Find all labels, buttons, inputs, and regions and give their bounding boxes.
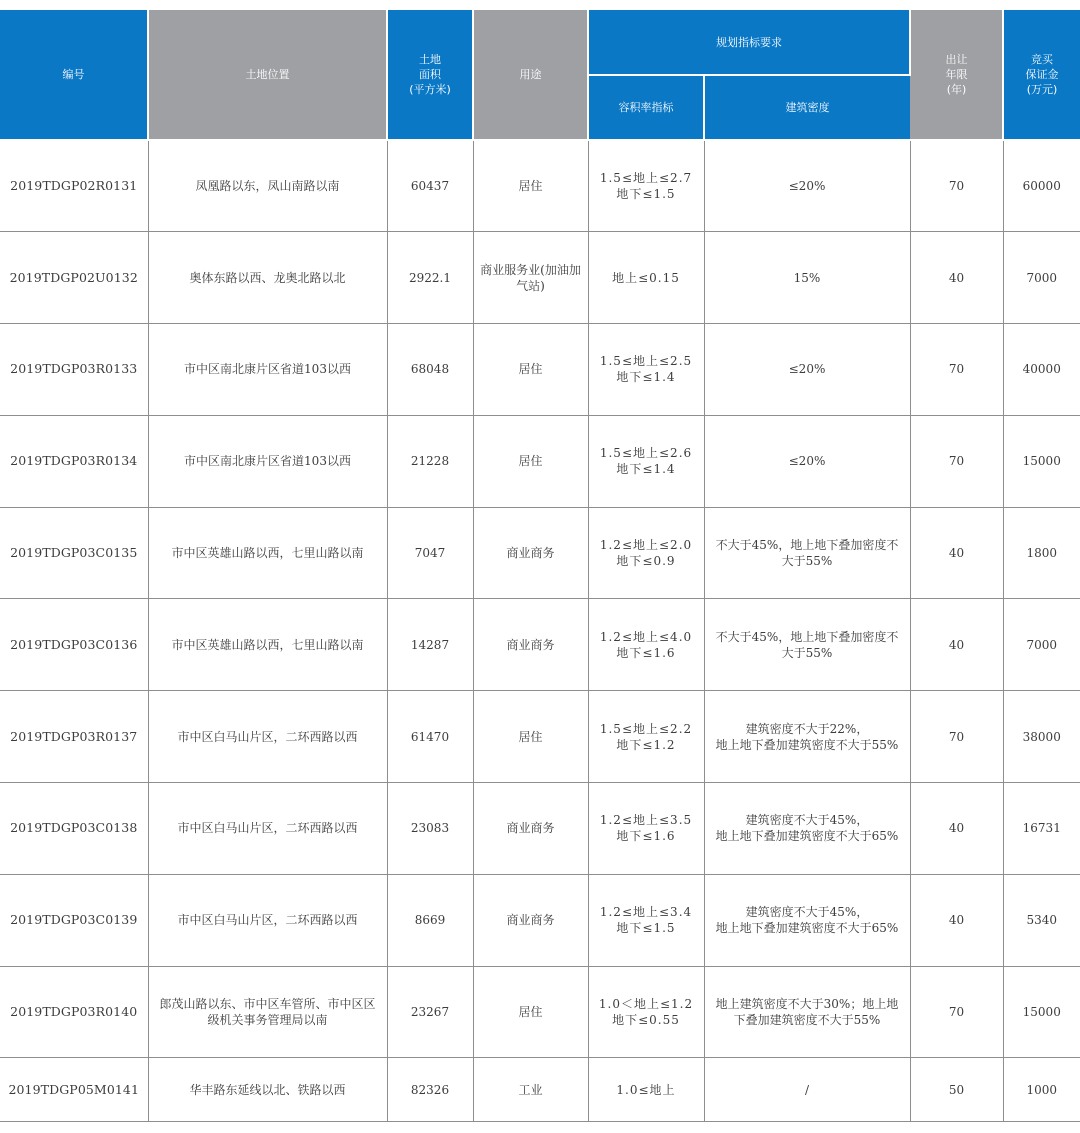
cell-far: [588, 507, 704, 599]
header-usage: 用途: [473, 10, 588, 140]
cell-code: 2019TDGP03C0136: [0, 599, 148, 691]
cell-far-line: 1.2≤地上≤3.5: [599, 813, 693, 828]
cell-far: [588, 691, 704, 783]
table-row: [0, 966, 1080, 1058]
cell-area: 82326: [387, 1058, 473, 1122]
cell-density: /: [704, 1058, 910, 1122]
table-row: [0, 507, 1080, 599]
header-area-line: 面积: [419, 68, 441, 81]
cell-density: ≤20%: [704, 140, 910, 232]
cell-location: 市中区白马山片区，二环西路以西: [148, 691, 387, 783]
cell-term: 70: [910, 415, 1003, 507]
table-row: [0, 874, 1080, 966]
table-row: [0, 1058, 1080, 1122]
cell-location: 市中区南北康片区省道103以西: [148, 324, 387, 416]
cell-deposit: 1000: [1003, 1058, 1080, 1122]
cell-far-line: 地下≤1.4: [616, 462, 676, 477]
header-term-line: 年限: [945, 68, 968, 81]
header-deposit-line: (万元): [1026, 83, 1058, 96]
cell-far-line: 地下≤1.5: [616, 921, 676, 936]
cell-far-line: 地下≤1.6: [616, 645, 676, 660]
header-planning: 规划指标要求: [588, 10, 910, 75]
table-row: [0, 324, 1080, 416]
cell-far-line: 地下≤0.9: [616, 554, 676, 569]
cell-far-line: 地下≤0.55: [612, 1013, 680, 1028]
table-row: [0, 691, 1080, 783]
cell-code: 2019TDGP03R0133: [0, 324, 148, 416]
cell-area: 23083: [387, 783, 473, 875]
header-far: 容积率指标: [588, 75, 704, 140]
cell-term: 40: [910, 783, 1003, 875]
cell-far: [588, 874, 704, 966]
cell-usage: 居住: [473, 324, 588, 416]
cell-location: 市中区白马山片区，二环西路以西: [148, 874, 387, 966]
cell-density: 地上建筑密度不大于30%；地上地下叠加建筑密度不大于55%: [704, 966, 910, 1058]
cell-usage: 商业商务: [473, 874, 588, 966]
table-header: [0, 10, 1080, 140]
cell-deposit: 60000: [1003, 140, 1080, 232]
cell-far-line: 1.0≤地上: [616, 1082, 676, 1097]
cell-density: 不大于45%，地上地下叠加密度不大于55%: [704, 507, 910, 599]
cell-location: 凤凰路以东，凤山南路以南: [148, 140, 387, 232]
cell-term: 40: [910, 874, 1003, 966]
cell-usage: 居住: [473, 966, 588, 1058]
cell-location: 市中区白马山片区，二环西路以西: [148, 783, 387, 875]
cell-far: [588, 1058, 704, 1122]
cell-density-line: 建筑密度不大于45%，: [745, 813, 869, 828]
cell-density: ≤20%: [704, 415, 910, 507]
header-location: 土地位置: [148, 10, 387, 140]
cell-far-line: 地下≤1.5: [616, 187, 676, 202]
cell-area: 8669: [387, 874, 473, 966]
cell-deposit: 5340: [1003, 874, 1080, 966]
header-deposit-line: 保证金: [1025, 68, 1059, 81]
cell-density-line: 建筑密度不大于22%，: [745, 721, 869, 736]
cell-term: 70: [910, 691, 1003, 783]
cell-density-line: 建筑密度不大于45%，: [745, 905, 869, 920]
table-row: [0, 415, 1080, 507]
table-row: [0, 783, 1080, 875]
cell-density: [704, 783, 910, 875]
cell-location: 市中区英雄山路以西，七里山路以南: [148, 599, 387, 691]
cell-location: 市中区南北康片区省道103以西: [148, 415, 387, 507]
cell-far-line: 1.5≤地上≤2.6: [599, 446, 693, 461]
cell-density-line: 地上地下叠加建筑密度不大于55%: [715, 737, 899, 752]
cell-term: 50: [910, 1058, 1003, 1122]
cell-deposit: 38000: [1003, 691, 1080, 783]
cell-deposit: 15000: [1003, 415, 1080, 507]
cell-usage: 居住: [473, 140, 588, 232]
cell-far-line: 1.0＜地上≤1.2: [598, 997, 694, 1012]
cell-code: 2019TDGP03C0139: [0, 874, 148, 966]
header-term-line: 出让: [945, 53, 968, 66]
cell-code: 2019TDGP03C0135: [0, 507, 148, 599]
cell-density: [704, 691, 910, 783]
land-auction-table: [0, 10, 1080, 1122]
cell-far: [588, 415, 704, 507]
header-deposit-line: 竞买: [1031, 53, 1053, 66]
cell-far-line: 1.2≤地上≤3.4: [599, 905, 693, 920]
cell-code: 2019TDGP03R0137: [0, 691, 148, 783]
cell-term: 70: [910, 324, 1003, 416]
cell-far-line: 1.2≤地上≤4.0: [599, 629, 693, 644]
cell-deposit: 40000: [1003, 324, 1080, 416]
cell-code: 2019TDGP02R0131: [0, 140, 148, 232]
cell-area: 23267: [387, 966, 473, 1058]
cell-area: 7047: [387, 507, 473, 599]
cell-term: 40: [910, 507, 1003, 599]
cell-location: 市中区英雄山路以西，七里山路以南: [148, 507, 387, 599]
cell-far-line: 1.5≤地上≤2.5: [599, 354, 693, 369]
cell-far-line: 1.5≤地上≤2.2: [599, 721, 693, 736]
cell-deposit: 16731: [1003, 783, 1080, 875]
header-deposit: [1003, 10, 1080, 140]
cell-density: [704, 874, 910, 966]
header-term: [910, 10, 1003, 140]
cell-far-line: 地上≤0.15: [612, 270, 680, 285]
cell-area: 21228: [387, 415, 473, 507]
cell-far: [588, 783, 704, 875]
cell-location: 奥体东路以西、龙奥北路以北: [148, 232, 387, 324]
header-area-line: 土地: [419, 53, 441, 66]
cell-far: [588, 232, 704, 324]
header-term-line: (年): [946, 83, 967, 96]
cell-deposit: 7000: [1003, 599, 1080, 691]
header-code: 编号: [0, 10, 148, 140]
table-row: [0, 232, 1080, 324]
cell-location: 郎茂山路以东、市中区车管所、市中区区级机关事务管理局以南: [148, 966, 387, 1058]
cell-code: 2019TDGP02U0132: [0, 232, 148, 324]
cell-usage: 商业商务: [473, 599, 588, 691]
cell-far-line: 地下≤1.4: [616, 370, 676, 385]
cell-area: 68048: [387, 324, 473, 416]
cell-density-line: 地上地下叠加建筑密度不大于65%: [715, 829, 899, 844]
cell-location: 华丰路东延线以北、铁路以西: [148, 1058, 387, 1122]
cell-term: 70: [910, 140, 1003, 232]
cell-deposit: 15000: [1003, 966, 1080, 1058]
cell-far: [588, 599, 704, 691]
cell-far: [588, 324, 704, 416]
cell-term: 70: [910, 966, 1003, 1058]
cell-far: [588, 140, 704, 232]
header-density: 建筑密度: [704, 75, 910, 140]
table-row: [0, 140, 1080, 232]
cell-code: 2019TDGP03C0138: [0, 783, 148, 875]
cell-usage: 商业商务: [473, 507, 588, 599]
cell-density: ≤20%: [704, 324, 910, 416]
cell-area: 60437: [387, 140, 473, 232]
cell-usage: 居住: [473, 415, 588, 507]
cell-usage: 商业商务: [473, 783, 588, 875]
header-area: [387, 10, 473, 140]
cell-usage: 工业: [473, 1058, 588, 1122]
cell-density-line: 地上地下叠加建筑密度不大于65%: [715, 921, 899, 936]
table-row: [0, 599, 1080, 691]
cell-usage: 商业服务业(加油加气站): [473, 232, 588, 324]
table-body: [0, 140, 1080, 1122]
cell-far: [588, 966, 704, 1058]
cell-usage: 居住: [473, 691, 588, 783]
cell-code: 2019TDGP03R0140: [0, 966, 148, 1058]
cell-area: 14287: [387, 599, 473, 691]
cell-term: 40: [910, 599, 1003, 691]
cell-code: 2019TDGP03R0134: [0, 415, 148, 507]
header-area-line: (平方米): [409, 83, 451, 96]
cell-far-line: 地下≤1.2: [616, 737, 676, 752]
cell-deposit: 7000: [1003, 232, 1080, 324]
cell-density: 不大于45%，地上地下叠加密度不大于55%: [704, 599, 910, 691]
cell-term: 40: [910, 232, 1003, 324]
cell-density: 15%: [704, 232, 910, 324]
cell-area: 2922.1: [387, 232, 473, 324]
cell-area: 61470: [387, 691, 473, 783]
cell-far-line: 地下≤1.6: [616, 829, 676, 844]
cell-deposit: 1800: [1003, 507, 1080, 599]
cell-code: 2019TDGP05M0141: [0, 1058, 148, 1122]
cell-far-line: 1.5≤地上≤2.7: [599, 171, 693, 186]
cell-far-line: 1.2≤地上≤2.0: [599, 538, 693, 553]
